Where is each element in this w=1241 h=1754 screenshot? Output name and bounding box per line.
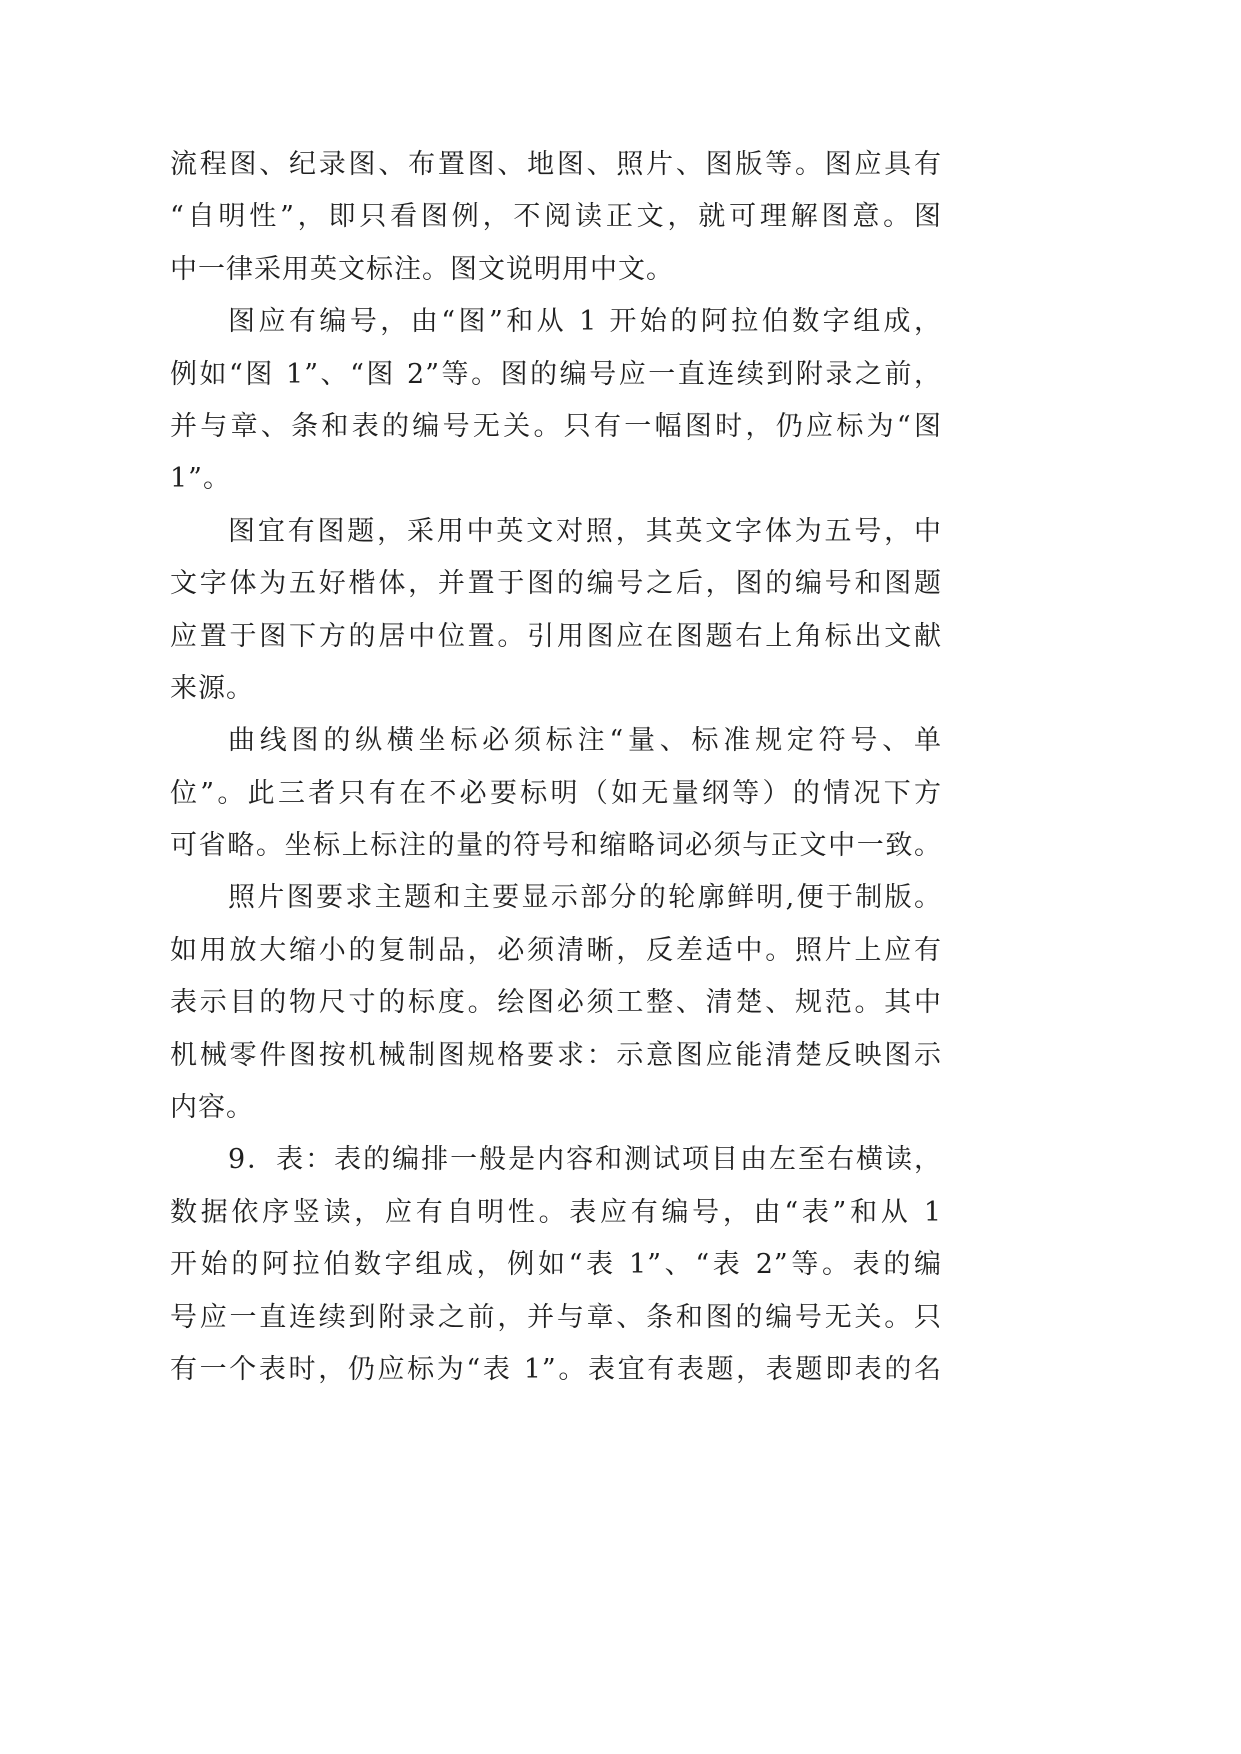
paragraph-tables — [170, 1134, 942, 1396]
paragraph-line: 图应有编号，由“图”和从 1 开始的阿拉伯数字组成， — [228, 306, 942, 338]
paragraph-line: 来源。 — [170, 672, 254, 704]
paragraph-line: 9．表：表的编排一般是内容和测试项目由左至右横读， — [228, 1144, 942, 1176]
paragraph-line: 例如“图 1”、“图 2”等。图的编号应一直连续到附录之前， — [170, 358, 942, 390]
paragraph-line: 文字体为五好楷体，并置于图的编号之后，图的编号和图题 — [170, 568, 942, 600]
paragraph-line: 应置于图下方的居中位置。引用图应在图题右上角标出文献 — [170, 620, 942, 652]
paragraph-figure-numbering — [170, 296, 942, 506]
paragraph-curve-axes — [170, 715, 942, 872]
paragraph-line: 中一律采用英文标注。图文说明用中文。 — [170, 253, 674, 285]
paragraph-line: 数据依序竖读，应有自明性。表应有编号，由“表”和从 1 — [170, 1196, 942, 1228]
paragraph-line: 可省略。坐标上标注的量的符号和缩略词必须与正文中一致。 — [170, 830, 942, 862]
paragraph-line: 1”。 — [170, 463, 231, 495]
paragraph-photo-requirements — [170, 872, 942, 1134]
paragraph-figure-caption — [170, 506, 942, 716]
paragraph-line: 图宜有图题，采用中英文对照，其英文字体为五号，中 — [228, 515, 942, 547]
paragraph-line: 表示目的物尺寸的标度。绘图必须工整、清楚、规范。其中 — [170, 987, 942, 1019]
paragraph-line: 内容。 — [170, 1092, 254, 1124]
paragraph-line: 流程图、纪录图、布置图、地图、照片、图版等。图应具有 — [170, 149, 942, 180]
paragraph-line: 位”。此三者只有在不必要标明（如无量纲等）的情况下方 — [170, 777, 942, 809]
paragraph-line: 曲线图的纵横坐标必须标注“量、标准规定符号、单 — [228, 725, 942, 757]
paragraph-line: 号应一直连续到附录之前，并与章、条和图的编号无关。只 — [170, 1301, 942, 1333]
paragraph-line: 如用放大缩小的复制品，必须清晰，反差适中。照片上应有 — [170, 934, 942, 966]
paragraph-line: 开始的阿拉伯数字组成，例如“表 1”、“表 2”等。表的编 — [170, 1249, 942, 1281]
paragraph-line: 并与章、条和表的编号无关。只有一幅图时，仍应标为“图 — [170, 410, 942, 442]
paragraph-line: “自明性”，即只看图例，不阅读正文，就可理解图意。图 — [170, 201, 942, 233]
paragraph-figure-types — [170, 139, 942, 296]
paragraph-line: 照片图要求主题和主要显示部分的轮廓鲜明,便于制版。 — [228, 882, 942, 914]
paragraph-line: 机械零件图按机械制图规格要求：示意图应能清楚反映图示 — [170, 1039, 942, 1071]
paragraph-line: 有一个表时，仍应标为“表 1”。表宜有表题，表题即表的名 — [170, 1353, 942, 1385]
body-text — [170, 139, 942, 1396]
